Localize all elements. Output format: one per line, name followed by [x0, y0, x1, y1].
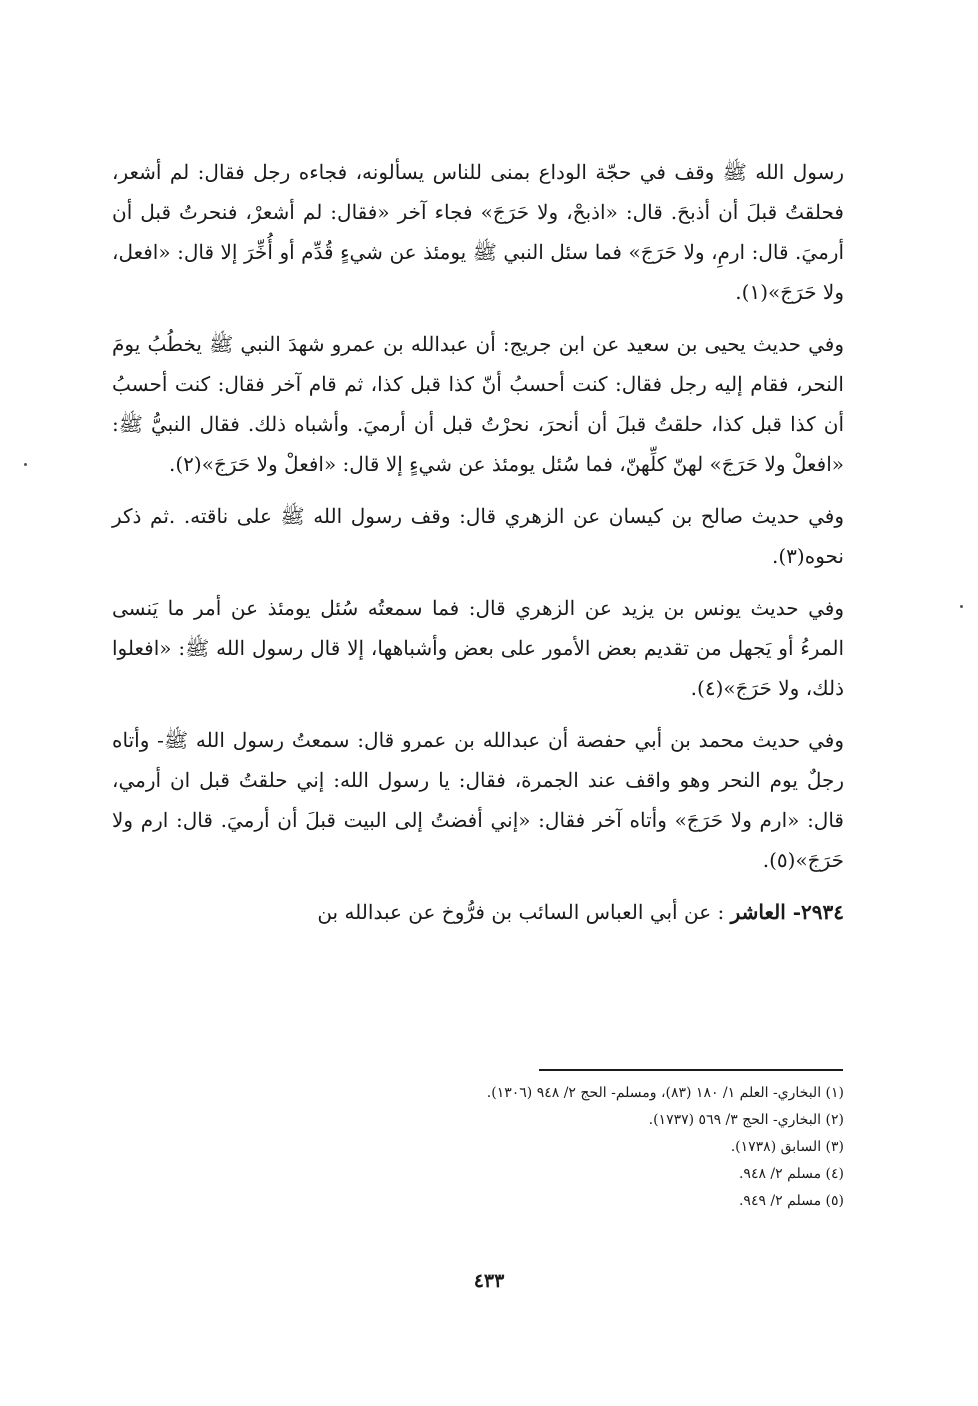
footnote-3: (٣) السابق (١٧٣٨). — [730, 1139, 844, 1155]
footnote-5: (٥) مسلم ٢/ ٩٤٩. — [738, 1193, 844, 1209]
footnote-1: (١) البخاري- العلم ١/ ١٨٠ (٨٣)، ومسلم- الحج ٢/ ٩٤٨ (١٣٠٦). — [486, 1085, 844, 1101]
paragraph-3: وفي حديث صالح بن كيسان عن الزهري قال: وقف رسول الله ﷺ على ناقته. .ثم ذكر نحوه(٣). — [112, 504, 845, 568]
footnote-2: (٢) البخاري- الحج ٣/ ٥٦٩ (١٧٣٧). — [648, 1112, 844, 1128]
section-text: : عن أبي العباس السائب بن فرُّوخ عن عبدالله بن — [317, 900, 725, 924]
paragraph-4: وفي حديث يونس بن يزيد عن الزهري قال: فما سمعتُه سُئل يومئذ عن أمر ما يَنسى المرءُ أو يَجهل من تقديم بعض الأمور على بعض وأشباهها، إلا قال رسول الله ﷺ: «افعلوا ذلك، ولا حَرَجَ»(٤). — [112, 596, 844, 700]
footnotes — [380, 1080, 844, 1215]
page-number: ٤٣٣ — [473, 1270, 505, 1292]
footnote-4: (٤) مسلم ٢/ ٩٤٨. — [738, 1166, 844, 1182]
section-heading-line — [112, 892, 844, 932]
margin-mark — [24, 463, 27, 466]
section-number: ٢٩٣٤- العاشر — [730, 900, 844, 924]
main-text — [112, 152, 844, 932]
paragraph-2: وفي حديث يحيى بن سعيد عن ابن جريج: أن عبدالله بن عمرو شهدَ النبي ﷺ يخطُبُ يومَ النحر، فقام إليه رجل فقال: كنت أحسبُ أنّ كذا قبل كذا، ثم قام آخر فقال: كنت أحسبُ أن كذا قبل كذا، حلقتُ قبلَ أن أنحرَ، نحرْتُ قبل أن أرميَ. وأشباه ذلك. فقال النبيُّ ﷺ: «افعلْ ولا حَرَجَ» لهنّ كلِّهنّ، فما سُئل يومئذ عن شيءٍ إلا قال: «افعلْ ولا حَرَجَ»(٢). — [112, 332, 844, 476]
paragraph-5: وفي حديث محمد بن أبي حفصة أن عبدالله بن عمرو قال: سمعتُ رسول الله ﷺ- وأتاه رجلٌ يوم النحر وهو واقف عند الجمرة، فقال: يا رسول الله: إني حلقتُ قبل ان أرمي، قال: «ارم ولا حَرَجَ» وأتاه آخر فقال: «إني أفضتُ إلى البيت قبلَ أن أرميَ. قال: ارم ولا حَرَجَ»(٥). — [112, 728, 844, 872]
margin-mark — [960, 605, 963, 608]
paragraph-1: رسول الله ﷺ وقف في حجّة الوداع بمنى للناس يسألونه، فجاءه رجل فقال: لم أشعر، فحلقتُ قبلَ أن أذبحَ. قال: «اذبحْ، ولا حَرَجَ» فجاء آخر «فقال: لم أشعرْ، فنحرتُ قبل أن أرميَ. قال: ارمِ، ولا حَرَجَ» فما سئل النبي ﷺ يومئذ عن شيءٍ قُدِّم أو أُخِّرَ إلا قال: «افعل، ولا حَرَجَ»(١). — [112, 160, 844, 304]
footnote-separator — [539, 1069, 843, 1071]
